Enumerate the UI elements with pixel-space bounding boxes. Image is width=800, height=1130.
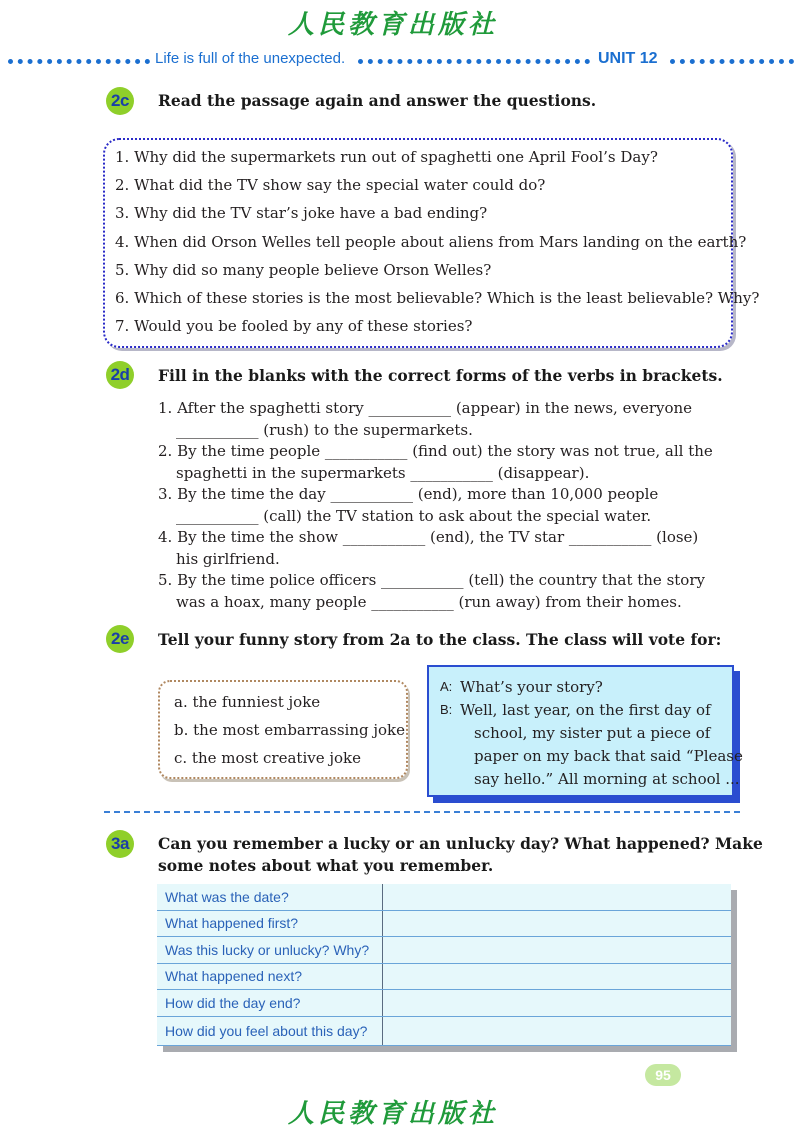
speaker-b-line-2: school, my sister put a piece of: [474, 724, 711, 742]
publisher-logo-bottom: 人民教育出版社: [288, 1099, 499, 1129]
question-3: 3. Why did the TV star’s joke have a bad ending?: [115, 204, 488, 222]
header-dots-right: [670, 59, 794, 64]
section-badge-2c: 2c: [106, 87, 134, 115]
table-row: [157, 884, 731, 910]
section-divider: [104, 811, 740, 813]
speaker-b-label: B:: [440, 702, 453, 717]
table-row: [157, 990, 731, 1017]
instruction-2e: Tell your funny story from 2a to the class. The class will vote for:: [158, 630, 722, 649]
speaker-b-line-4: say hello.” All morning at school ...: [474, 770, 740, 788]
row-prompt: How did the day end?: [157, 990, 383, 1017]
answer-cell[interactable]: [383, 990, 732, 1017]
vote-option-a: a. the funniest joke: [174, 693, 321, 711]
exercise-line-4-cont: his girlfriend.: [176, 550, 280, 568]
speaker-a-line: What’s your story?: [460, 678, 603, 696]
instruction-2c: Read the passage again and answer the questions.: [158, 91, 597, 110]
notes-table: [157, 884, 731, 1046]
exercise-line-5-cont: was a hoax, many people ___________ (run away) from their homes.: [176, 593, 682, 611]
table-row: [157, 910, 731, 937]
table-row: [157, 937, 731, 964]
vote-option-b: b. the most embarrassing joke: [174, 721, 406, 739]
row-prompt: Was this lucky or unlucky? Why?: [157, 937, 383, 964]
table-row: [157, 963, 731, 990]
section-badge-2e: 2e: [106, 625, 134, 653]
row-prompt: What was the date?: [157, 884, 383, 910]
answer-cell[interactable]: [383, 1016, 732, 1045]
header-dots-left: [8, 59, 150, 64]
exercise-line-1-cont: ___________ (rush) to the supermarkets.: [176, 421, 473, 439]
speaker-b-line-1: Well, last year, on the first day of: [460, 701, 711, 719]
question-7: 7. Would you be fooled by any of these stories?: [115, 317, 473, 335]
publisher-logo: 人民教育出版社: [288, 10, 499, 40]
section-badge-2d: 2d: [106, 361, 134, 389]
exercise-line-2-cont: spaghetti in the supermarkets ___________ (disappear).: [176, 464, 590, 482]
exercise-line-5: 5. By the time police officers ___________ (tell) the country that the story: [158, 571, 705, 589]
answer-cell[interactable]: [383, 910, 732, 937]
dialogue-box: [427, 665, 743, 797]
exercise-line-4: 4. By the time the show ___________ (end), the TV star ___________ (lose): [158, 528, 699, 546]
section-badge-3a: 3a: [106, 830, 134, 858]
unit-label: UNIT 12: [598, 50, 658, 67]
page-header-title: Life is full of the unexpected.: [155, 50, 346, 67]
instruction-3a-line-2: some notes about what you remember.: [158, 856, 494, 875]
vote-option-c: c. the most creative joke: [174, 749, 362, 767]
speaker-b-line-3: paper on my back that said “Please: [474, 747, 743, 765]
answer-cell[interactable]: [383, 963, 732, 990]
question-4: 4. When did Orson Welles tell people about aliens from Mars landing on the earth?: [115, 233, 747, 251]
instruction-2d: Fill in the blanks with the correct forms of the verbs in brackets.: [158, 366, 723, 385]
questions-box: [103, 138, 760, 348]
page-number: 95: [645, 1064, 681, 1086]
question-5: 5. Why did so many people believe Orson Welles?: [115, 261, 492, 279]
exercise-line-3-cont: ___________ (call) the TV station to ask about the special water.: [176, 507, 652, 525]
row-prompt: How did you feel about this day?: [157, 1016, 383, 1045]
exercise-line-3: 3. By the time the day ___________ (end), more than 10,000 people: [158, 485, 659, 503]
question-1: 1. Why did the supermarkets run out of spaghetti one April Fool’s Day?: [115, 148, 658, 166]
instruction-3a-line-1: Can you remember a lucky or an unlucky day? What happened? Make: [158, 834, 763, 853]
exercise-line-1: 1. After the spaghetti story ___________ (appear) in the news, everyone: [158, 399, 693, 417]
answer-cell[interactable]: [383, 937, 732, 964]
table-row: [157, 1016, 731, 1045]
question-6: 6. Which of these stories is the most believable? Which is the least believable? Why?: [115, 289, 760, 307]
header-dots-middle: [358, 59, 590, 64]
question-2: 2. What did the TV show say the special water could do?: [115, 176, 546, 194]
speaker-a-label: A:: [440, 679, 453, 694]
row-prompt: What happened next?: [157, 963, 383, 990]
vote-options-box: [158, 680, 408, 779]
exercise-line-2: 2. By the time people ___________ (find out) the story was not true, all the: [158, 442, 713, 460]
answer-cell[interactable]: [383, 884, 732, 910]
row-prompt: What happened first?: [157, 910, 383, 937]
